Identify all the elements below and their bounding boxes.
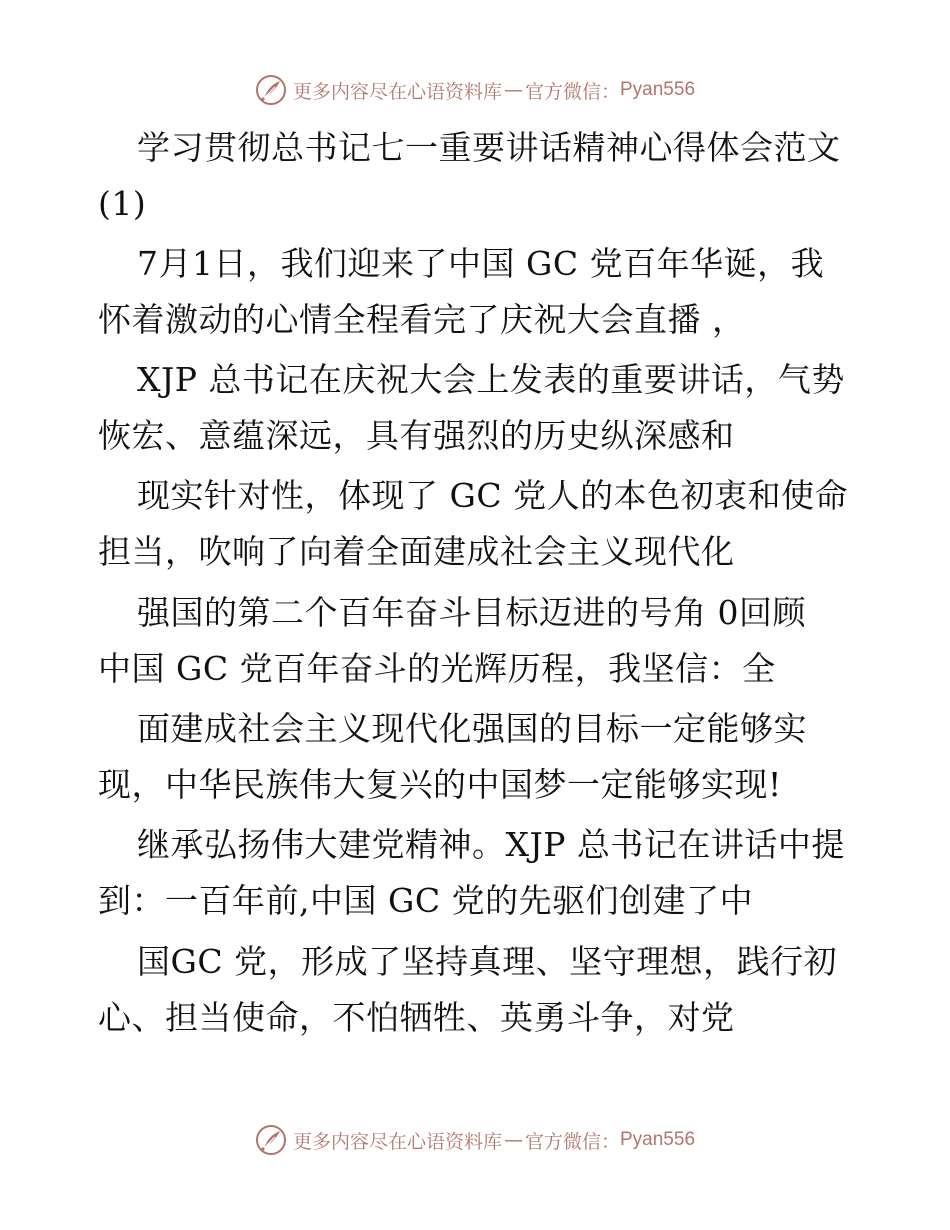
text-line: 现，中华民族伟大复兴的中国梦一定能够实现! xyxy=(98,765,782,804)
text-line: 国GC 党，形成了坚持真理、坚守理想，践行初 xyxy=(137,942,838,981)
document-title: 学习贯彻总书记七一重要讲话精神心得体会范文 xyxy=(137,128,841,167)
document-title-suffix: (1) xyxy=(98,184,147,223)
text-line: XJP 总书记在庆祝大会上发表的重要讲话，气势 xyxy=(137,360,845,399)
feather-logo-icon xyxy=(255,1124,287,1156)
watermark-prefix: 更多内容尽在心语资料库 xyxy=(292,80,502,103)
text-line: 到：一百年前,中国 GC 党的先驱们创建了中 xyxy=(98,881,754,920)
text-line: 恢宏、意蕴深远，具有强烈的历史纵深感和 xyxy=(98,416,735,455)
watermark-wechat-label: 官方微信： xyxy=(524,1130,620,1153)
watermark-wechat-label: 官方微信： xyxy=(524,80,620,103)
text-line: 面建成社会主义现代化强国的目标一定能够实 xyxy=(137,709,807,748)
text-line: 怀着激动的心情全程看完了庆祝大会直播 ， xyxy=(98,300,746,339)
text-line: 现实针对性，体现了 GC 党人的本色初衷和使命 xyxy=(137,476,849,515)
text-line: 心、担当使命，不怕牺牲、英勇斗争，对党 xyxy=(98,998,735,1037)
watermark-separator: — xyxy=(503,1129,523,1151)
text-line: 中国 GC 党百年奋斗的光辉历程，我坚信：全 xyxy=(98,649,776,688)
text-line: 强国的第二个百年奋斗目标迈进的号角 0回顾 xyxy=(137,593,806,632)
footer-watermark xyxy=(0,1120,950,1160)
text-line: 担当，吹响了向着全面建成社会主义现代化 xyxy=(98,532,735,571)
watermark-wechat-id: Pyan556 xyxy=(620,1129,696,1150)
watermark-separator: — xyxy=(503,79,523,101)
text-line: 7月1日，我们迎来了中国 GC 党百年华诞，我 xyxy=(137,244,825,283)
watermark-wechat-id: Pyan556 xyxy=(620,79,696,100)
text-line: 继承弘扬伟大建党精神。XJP 总书记在讲话中提 xyxy=(137,825,845,864)
watermark-prefix: 更多内容尽在心语资料库 xyxy=(292,1130,502,1153)
